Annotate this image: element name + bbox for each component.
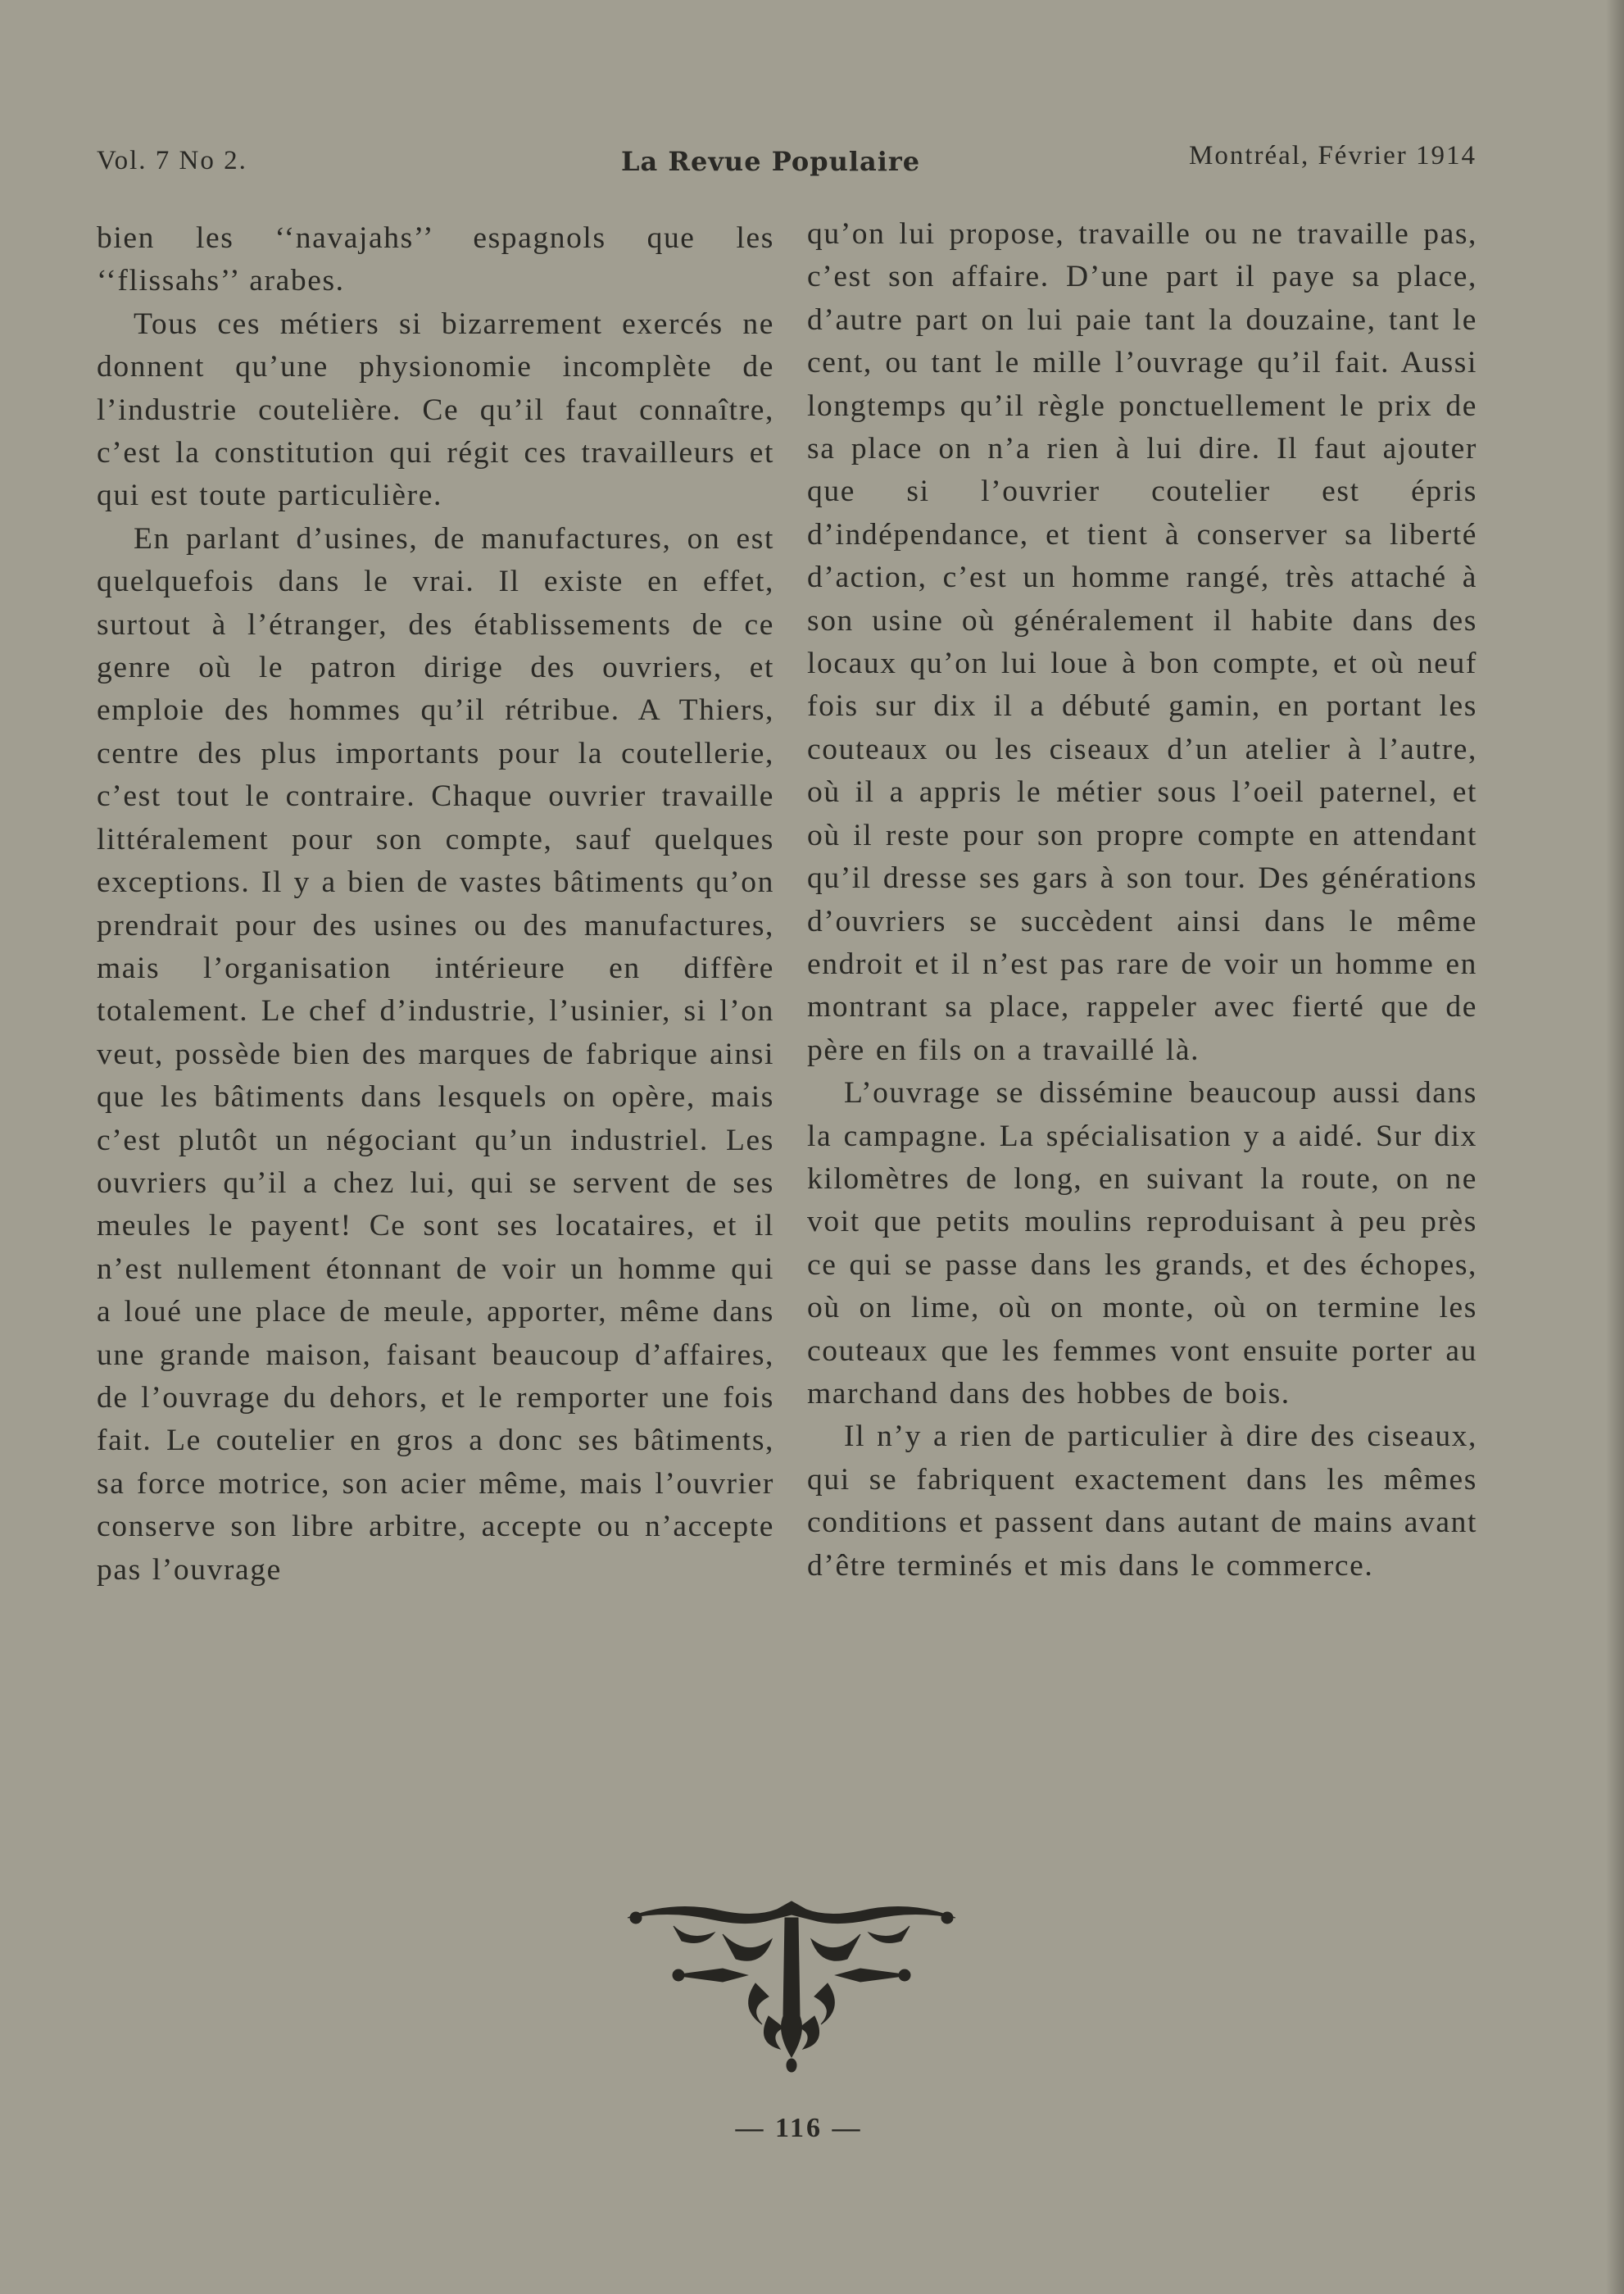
fleuron-ornament-icon — [624, 1893, 959, 2074]
paragraph: bien les ‘‘navajahs’’ espagnols que les ‘‘flissahs’’ arabes. — [97, 221, 774, 298]
volume-label: Vol. 7 No 2. — [97, 146, 247, 175]
paragraph: Il n’y a rien de particulier à dire des ciseaux, qui se fabriquent exactement dans les mêmes conditions et passent dans autant de mains avant d’être terminés et mis dans le commerce. — [807, 1420, 1477, 1583]
paragraph: L’ouvrage se dissémine beaucoup aussi dans la campagne. La spécialisation y a aidé. Sur dix kilomètres de long, en suivant la route, on ne voit que petits moulins reproduisant à peu près ce qui se passe dans les grands, et des échopes, où on lime, où on monte, où on termine les couteaux que les femmes vont ensuite porter au marchand dans des hobbes de bois. — [807, 1076, 1477, 1410]
left-column — [97, 217, 774, 1592]
right-column — [807, 213, 1477, 1588]
page-edge-shadow — [1606, 0, 1624, 2294]
paragraph: qu’on lui propose, travaille ou ne travaille pas, c’est son affaire. D’une part il paye sa place, d’autre part on lui paie tant la douzaine, tant le cent, ou tant le mille l’ouvrage qu’il fait. Aussi longtemps qu’il règle ponctuellement le prix de sa place on n’a rien à lui dire. Il faut ajouter que si l’ouvrier coutelier est épris d’indépendance, et tient à conserver sa liberté d’action, c’est un homme rangé, très attaché à son usine où généralement il habite dans des locaux qu’on lui loue à bon compte, et où neuf fois sur dix il a débuté gamin, en portant les couteaux ou les ciseaux d’un atelier à l’autre, où il a appris le métier sous l’oeil paternel, et où il reste pour son propre compte en attendant qu’il dresse ses gars à son tour. Des générations d’ouvriers se succèdent ainsi dans le même endroit et il n’est pas rare de voir un homme en montrant sa place, rappeler avec fierté que de père en fils on a travaillé là. — [807, 217, 1477, 1067]
publication-title: La Revue Populaire — [621, 146, 921, 177]
page-number: — 116 — — [735, 2113, 863, 2143]
paragraph: En parlant d’usines, de manufactures, on est quelquefois dans le vrai. Il existe en effet, surtout à l’étranger, des établissements de ce genre où le patron dirige des ouvriers, et emploie des hommes qu’il rétribue. A Thiers, centre des plus importants pour la coutellerie, c’est tout le contraire. Chaque ouvrier travaille littéralement pour son compte, sauf quelques exceptions. Il y a bien de vastes bâtiments qu’on prendrait pour des usines ou des manufactures, mais l’organisation intérieure en diffère totalement. Le chef d’industrie, l’usinier, si l’on veut, possède bien des marques de fabrique ainsi que les bâtiments dans lesquels on opère, mais c’est plutôt un négociant qu’un industriel. Les ouvriers qu’il a chez lui, qui se servent de ses meules le payent! Ce sont ses locataires, et il n’est nullement étonnant de voir un homme qui a loué une place de meule, apporter, même dans une grande maison, faisant beaucoup d’affaires, de l’ouvrage du dehors, et le remporter une fois fait. Le coutelier en gros a donc ses bâtiments, sa force motrice, son acier même, mais l’ouvrier conserve son libre arbitre, accepte ou n’accepte pas l’ouvrage — [97, 521, 774, 1587]
paragraph: Tous ces métiers si bizarrement exercés ne donnent qu’une physionomie incomplète de l’industrie coutelière. Ce qu’il faut connaître, c’est la constitution qui régit ces travailleurs et qui est toute particulière. — [97, 307, 774, 513]
running-header — [97, 141, 1477, 187]
place-date: Montréal, Février 1914 — [1188, 141, 1477, 170]
